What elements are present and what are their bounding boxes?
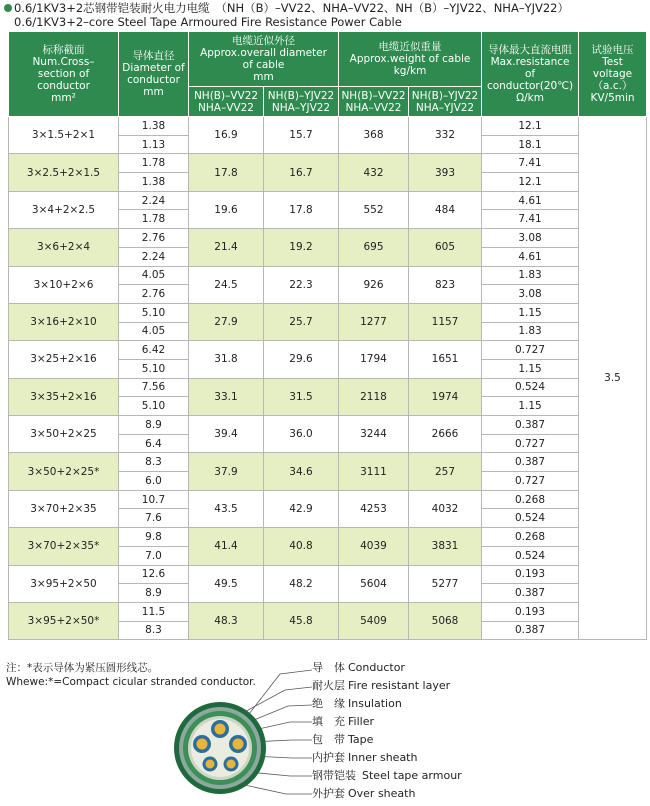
diameter-cell: 7.56 <box>119 378 189 397</box>
resistance-cell: 1.15 <box>482 303 579 322</box>
resistance-cell: 0.524 <box>482 546 579 565</box>
section-cell: 3×4+2×2.5 <box>9 191 119 228</box>
table-row <box>9 266 647 285</box>
col-resistance: 导体最大直流电阻 Max.resistance of conductor(20℃) Ω/km <box>482 32 579 117</box>
note-chinese: 注：*表示导体为紧压圆形线芯。 <box>6 662 159 674</box>
outer-diameter-yjv-cell: 36.0 <box>264 416 339 453</box>
weight-vv-cell: 432 <box>339 154 409 191</box>
outer-diameter-yjv-cell: 48.2 <box>264 565 339 602</box>
weight-yjv-cell: 4032 <box>409 490 482 527</box>
outer-diameter-yjv-cell: 42.9 <box>264 490 339 527</box>
weight-vv-cell: 552 <box>339 191 409 228</box>
resistance-cell: 7.41 <box>482 154 579 173</box>
legend-label-en: Conductor <box>348 661 405 674</box>
outer-diameter-vv-cell: 37.9 <box>189 453 264 490</box>
outer-diameter-vv-cell: 43.5 <box>189 490 264 527</box>
weight-yjv-cell: 393 <box>409 154 482 191</box>
table-row <box>9 416 647 435</box>
subcol-od-vv: NH(B)–VV22 NHA–VV22 <box>189 87 264 117</box>
legend-item <box>312 732 373 748</box>
outer-diameter-vv-cell: 19.6 <box>189 191 264 228</box>
resistance-cell: 0.727 <box>482 472 579 491</box>
weight-vv-cell: 3244 <box>339 416 409 453</box>
resistance-cell: 0.268 <box>482 490 579 509</box>
weight-yjv-cell: 332 <box>409 117 482 154</box>
resistance-cell: 7.41 <box>482 210 579 229</box>
section-cell: 3×1.5+2×1 <box>9 117 119 154</box>
resistance-cell: 0.268 <box>482 528 579 547</box>
section-cell: 3×16+2×10 <box>9 303 119 340</box>
resistance-cell: 3.08 <box>482 229 579 248</box>
cable-cross-section-diagram <box>160 662 320 806</box>
resistance-cell: 12.1 <box>482 117 579 136</box>
weight-yjv-cell: 257 <box>409 453 482 490</box>
outer-diameter-yjv-cell: 19.2 <box>264 229 339 266</box>
table-row <box>9 117 647 136</box>
subcol-w-vv: NH(B)–VV22 NHA–VV22 <box>339 87 409 117</box>
legend-label-cn: 内护套 <box>312 751 345 764</box>
col-section: 标称截面 Num.Cross– section of conductor mm² <box>9 32 119 117</box>
resistance-cell: 0.727 <box>482 341 579 360</box>
resistance-cell: 0.193 <box>482 602 579 621</box>
resistance-cell: 4.61 <box>482 191 579 210</box>
test-voltage-cell: 3.5 <box>579 117 647 640</box>
diameter-cell: 9.8 <box>119 528 189 547</box>
outer-diameter-yjv-cell: 25.7 <box>264 303 339 340</box>
section-cell: 3×2.5+2×1.5 <box>9 154 119 191</box>
outer-diameter-yjv-cell: 15.7 <box>264 117 339 154</box>
col-diameter: 导体直径 Diameter of conductor mm <box>119 32 189 117</box>
section-cell: 3×50+2×25 <box>9 416 119 453</box>
section-cell: 3×25+2×16 <box>9 341 119 378</box>
weight-yjv-cell: 605 <box>409 229 482 266</box>
resistance-cell: 3.08 <box>482 285 579 304</box>
legend-label-en: Tape <box>348 733 374 746</box>
resistance-cell: 0.193 <box>482 565 579 584</box>
weight-yjv-cell: 5068 <box>409 602 482 639</box>
weight-vv-cell: 1277 <box>339 303 409 340</box>
diameter-cell: 5.10 <box>119 397 189 416</box>
weight-yjv-cell: 1651 <box>409 341 482 378</box>
outer-diameter-yjv-cell: 45.8 <box>264 602 339 639</box>
diameter-cell: 4.05 <box>119 266 189 285</box>
weight-yjv-cell: 1157 <box>409 303 482 340</box>
section-cell: 3×6+2×4 <box>9 229 119 266</box>
subcol-w-yjv: NH(B)–YJV22 NHA–YJV22 <box>409 87 482 117</box>
resistance-cell: 0.387 <box>482 416 579 435</box>
resistance-cell: 1.15 <box>482 359 579 378</box>
legend-item <box>312 678 450 694</box>
diameter-cell: 8.3 <box>119 621 189 640</box>
table-row <box>9 191 647 210</box>
table-row <box>9 453 647 472</box>
table-row <box>9 602 647 621</box>
weight-yjv-cell: 484 <box>409 191 482 228</box>
bullet-icon <box>4 4 12 12</box>
outer-diameter-vv-cell: 16.9 <box>189 117 264 154</box>
outer-diameter-yjv-cell: 16.7 <box>264 154 339 191</box>
resistance-cell: 0.727 <box>482 434 579 453</box>
legend-label-en: Insulation <box>348 697 402 710</box>
diameter-cell: 5.10 <box>119 303 189 322</box>
section-cell: 3×35+2×16 <box>9 378 119 415</box>
resistance-cell: 0.387 <box>482 584 579 603</box>
weight-vv-cell: 4253 <box>339 490 409 527</box>
table-row <box>9 303 647 322</box>
outer-diameter-vv-cell: 41.4 <box>189 528 264 565</box>
outer-diameter-vv-cell: 21.4 <box>189 229 264 266</box>
legend-label-cn: 导 体 <box>312 661 345 674</box>
outer-diameter-yjv-cell: 31.5 <box>264 378 339 415</box>
diameter-cell: 4.05 <box>119 322 189 341</box>
col-voltage: 试验电压 Test voltage （a.c.） KV/5min <box>579 32 647 117</box>
table-row <box>9 341 647 360</box>
section-cell: 3×95+2×50* <box>9 602 119 639</box>
diameter-cell: 8.9 <box>119 584 189 603</box>
diameter-cell: 1.13 <box>119 135 189 154</box>
diameter-cell: 1.78 <box>119 154 189 173</box>
weight-vv-cell: 695 <box>339 229 409 266</box>
note-english: Whewe:*=Compact cicular stranded conductor. <box>6 676 256 688</box>
spec-table <box>8 31 647 640</box>
legend-label-cn: 填 充 <box>312 715 345 728</box>
diameter-cell: 7.6 <box>119 509 189 528</box>
resistance-cell: 1.15 <box>482 397 579 416</box>
diameter-cell: 2.76 <box>119 229 189 248</box>
diameter-cell: 6.42 <box>119 341 189 360</box>
title-cn-text: 0.6/1KV3+2芯钢带铠装耐火电力电缆 （NH（B）–VV22、NHA–VV22、NH（B）–YJV22、NHA–YJV22） <box>14 1 569 15</box>
resistance-cell: 0.524 <box>482 509 579 528</box>
weight-vv-cell: 1794 <box>339 341 409 378</box>
legend-label-en: Over sheath <box>348 787 416 800</box>
diameter-cell: 6.4 <box>119 434 189 453</box>
diameter-cell: 8.3 <box>119 453 189 472</box>
outer-diameter-vv-cell: 39.4 <box>189 416 264 453</box>
table-row <box>9 229 647 248</box>
outer-diameter-yjv-cell: 34.6 <box>264 453 339 490</box>
legend-label-cn: 钢带铠装 <box>312 769 356 782</box>
resistance-cell: 18.1 <box>482 135 579 154</box>
outer-diameter-yjv-cell: 29.6 <box>264 341 339 378</box>
diameter-cell: 2.24 <box>119 191 189 210</box>
outer-diameter-yjv-cell: 40.8 <box>264 528 339 565</box>
weight-yjv-cell: 1974 <box>409 378 482 415</box>
outer-diameter-vv-cell: 49.5 <box>189 565 264 602</box>
weight-vv-cell: 5604 <box>339 565 409 602</box>
outer-diameter-yjv-cell: 22.3 <box>264 266 339 303</box>
section-cell: 3×10+2×6 <box>9 266 119 303</box>
table-row <box>9 565 647 584</box>
resistance-cell: 0.524 <box>482 378 579 397</box>
outer-diameter-vv-cell: 17.8 <box>189 154 264 191</box>
outer-diameter-vv-cell: 24.5 <box>189 266 264 303</box>
legend-label-en: Inner sheath <box>348 751 418 764</box>
weight-vv-cell: 926 <box>339 266 409 303</box>
resistance-cell: 0.387 <box>482 453 579 472</box>
weight-vv-cell: 5409 <box>339 602 409 639</box>
diameter-cell: 12.6 <box>119 565 189 584</box>
legend-label-en: Steel tape armour <box>362 769 462 782</box>
title-chinese <box>4 1 569 15</box>
outer-diameter-yjv-cell: 17.8 <box>264 191 339 228</box>
diameter-cell: 5.10 <box>119 359 189 378</box>
resistance-cell: 0.387 <box>482 621 579 640</box>
section-cell: 3×70+2×35 <box>9 490 119 527</box>
legend-item <box>312 660 405 676</box>
weight-vv-cell: 4039 <box>339 528 409 565</box>
table-row <box>9 528 647 547</box>
resistance-cell: 12.1 <box>482 173 579 192</box>
outer-diameter-vv-cell: 48.3 <box>189 602 264 639</box>
section-cell: 3×70+2×35* <box>9 528 119 565</box>
diameter-cell: 8.9 <box>119 416 189 435</box>
resistance-cell: 4.61 <box>482 247 579 266</box>
legend-label-cn: 耐火层 <box>312 679 345 692</box>
legend-label-cn: 绝 缘 <box>312 697 345 710</box>
diameter-cell: 7.0 <box>119 546 189 565</box>
legend-label-cn: 外护套 <box>312 787 345 800</box>
diameter-cell: 11.5 <box>119 602 189 621</box>
legend-item <box>312 714 374 730</box>
diameter-cell: 10.7 <box>119 490 189 509</box>
outer-diameter-vv-cell: 27.9 <box>189 303 264 340</box>
legend-label-en: Fire resistant layer <box>348 679 451 692</box>
weight-yjv-cell: 823 <box>409 266 482 303</box>
weight-yjv-cell: 5277 <box>409 565 482 602</box>
legend-item <box>312 750 417 766</box>
diameter-cell: 1.38 <box>119 173 189 192</box>
legend-item <box>312 696 402 712</box>
section-cell: 3×95+2×50 <box>9 565 119 602</box>
col-outer-diameter: 电缆近似外径 Approx.overall diameter of cable mm <box>189 32 339 87</box>
weight-vv-cell: 3111 <box>339 453 409 490</box>
diameter-cell: 2.24 <box>119 247 189 266</box>
legend-item <box>312 786 415 802</box>
title-english: 0.6/1KV3+2–core Steel Tape Armoured Fire Resistance Power Cable <box>14 15 402 29</box>
weight-yjv-cell: 3831 <box>409 528 482 565</box>
weight-vv-cell: 2118 <box>339 378 409 415</box>
table-row <box>9 490 647 509</box>
section-cell: 3×50+2×25* <box>9 453 119 490</box>
outer-diameter-vv-cell: 31.8 <box>189 341 264 378</box>
spec-table-body <box>9 117 647 640</box>
resistance-cell: 1.83 <box>482 266 579 285</box>
subcol-od-yjv: NH(B)–YJV22 NHA–YJV22 <box>264 87 339 117</box>
diameter-cell: 2.76 <box>119 285 189 304</box>
table-row <box>9 378 647 397</box>
col-weight: 电缆近似重量 Approx.weight of cable kg/km <box>339 32 482 87</box>
table-row <box>9 154 647 173</box>
legend-label-en: Filler <box>348 715 374 728</box>
weight-vv-cell: 368 <box>339 117 409 154</box>
diameter-cell: 6.0 <box>119 472 189 491</box>
legend-item <box>312 768 462 784</box>
outer-diameter-vv-cell: 33.1 <box>189 378 264 415</box>
diameter-cell: 1.38 <box>119 117 189 136</box>
weight-yjv-cell: 2666 <box>409 416 482 453</box>
resistance-cell: 1.83 <box>482 322 579 341</box>
diameter-cell: 1.78 <box>119 210 189 229</box>
legend-label-cn: 包 带 <box>312 733 345 746</box>
